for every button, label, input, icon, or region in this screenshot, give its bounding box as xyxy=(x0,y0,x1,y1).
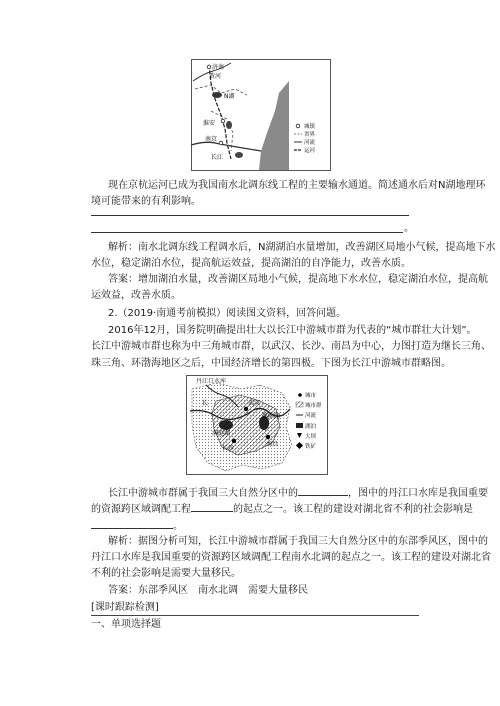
legend-river: 河流 xyxy=(305,413,317,419)
map-jinghang-canal xyxy=(191,59,331,171)
label-huaian: 淮安 xyxy=(203,120,216,127)
n-lake-shape xyxy=(212,92,222,98)
q2-header: 2.（2019·南通考前模拟）阅读图文资料，回答问题。 xyxy=(108,308,347,319)
legend-town: 城镇 xyxy=(304,124,316,130)
wuhan-dot xyxy=(244,407,248,411)
q2b-text-2a: 的资源跨区域调配工程 xyxy=(91,504,191,515)
q2-line1: 2016年12月，国务院明确提出壮大以长江中游城市群为代表的“城市群壮大计划”。 xyxy=(108,325,477,336)
label-n-lake: N湖 xyxy=(224,93,235,100)
city-cluster-icon xyxy=(296,402,303,407)
label-danjiangkou: 丹江口水库 xyxy=(196,378,227,385)
q1-answer-line-1 xyxy=(91,215,409,216)
map-jinghang-svg xyxy=(191,59,331,171)
blank-1[interactable] xyxy=(298,485,348,496)
label-dongting: 洞庭湖 xyxy=(212,430,231,437)
q2b-text-1b: ，图中的丹江口水库是我国重要 xyxy=(348,488,488,499)
section-underline xyxy=(91,615,419,616)
blank-3[interactable] xyxy=(91,518,173,529)
town-icon xyxy=(296,124,300,128)
a1-line1: 解析：南水北调东线工程调水后，N湖湖泊水量增加，改善湖区局地小气候，提高地下水 xyxy=(108,242,496,253)
label-nanjing: 南京 xyxy=(205,136,218,143)
a2-line4: 答案：东部季风区 南水北调 需要大量移民 xyxy=(108,585,308,596)
label-chang: 长 xyxy=(202,400,209,407)
q2b-line2 xyxy=(91,501,473,517)
dongting-lake-shape xyxy=(219,420,233,430)
q2b-line3 xyxy=(91,518,183,534)
q2b-line1 xyxy=(108,485,488,501)
a2-line2: 丹江口水库是我国重要的资源跨区域调配工程南水北调的起点之一。该工程的建设对湖北省 xyxy=(91,552,491,563)
legend-boundary: 省界 xyxy=(304,132,316,138)
city-icon xyxy=(298,393,302,397)
q2-line2: 长江中游城市群也称为中三角城市群，以武汉、长沙、南昌为中心，力图打造为继长三角、 xyxy=(91,341,491,352)
legend-city: 城市 xyxy=(305,393,317,399)
section-title: [课时跟踪检测] xyxy=(91,602,159,613)
label-changjiang: 长江 xyxy=(211,154,224,161)
legend-cluster: 城市群 xyxy=(305,403,322,409)
blank-2[interactable] xyxy=(191,501,233,512)
q1-answer-line-2 xyxy=(91,232,403,233)
q1-prompt-line2: 境可能带来的有利影响。 xyxy=(91,196,201,207)
q1-blank-end: 。 xyxy=(404,223,414,234)
nanchang-dot xyxy=(266,435,270,439)
map-yangtze-svg xyxy=(186,375,328,475)
q2b-text-3: 。 xyxy=(173,521,183,532)
label-changsha: 长沙 xyxy=(222,445,235,452)
label-jinan: 济南 xyxy=(212,64,225,71)
legend-river: 河流 xyxy=(304,140,316,146)
legend-lake: 湖泊 xyxy=(305,424,317,430)
legend-iron: 铁矿 xyxy=(305,444,317,450)
subsection-title: 一、单项选择题 xyxy=(91,619,161,630)
label-nanchang: 南昌 xyxy=(266,441,279,448)
a1-line3: 答案：增加湖泊水量，改善湖区局地小气候，提高地下水水位，稳定湖泊水位，提高航 xyxy=(108,274,488,285)
legend-canal: 运河 xyxy=(304,148,316,154)
a1-line4: 运效益，改善水质。 xyxy=(91,290,181,301)
label-wuhan: 武汉 xyxy=(248,400,261,407)
a2-line1: 解析：据图分析可知，长江中游城市群属于我国三大自然分区中的东部季风区，图中的 xyxy=(108,536,488,547)
changsha-dot xyxy=(232,439,236,443)
label-huanghe: 黄河 xyxy=(209,73,222,80)
q2b-text-1a: 长江中游城市群属于我国三大自然分区中的 xyxy=(108,488,298,499)
map-yangtze-middle-cities xyxy=(186,375,328,475)
legend-dam: 大坝 xyxy=(305,434,317,440)
label-poyang: 鄱阳湖 xyxy=(262,413,281,420)
q2b-text-2b: 的起点之一。该工程的建设对湖北省不利的社会影响是 xyxy=(233,504,473,515)
a1-line2: 水位，稳定湖泊水位，提高航运效益，提高湖泊的自净能力，改善水质。 xyxy=(91,258,411,269)
q1-prompt-line1: 现在京杭运河已成为我国南水北调东线工程的主要输水通道。简述通水后对N湖地理环 xyxy=(108,180,486,191)
lake-icon xyxy=(296,423,303,428)
q2-line3: 珠三角、环渤海地区之后，中国经济增长的第四极。下图为长江中游城市群略图。 xyxy=(91,358,451,369)
a2-line3: 不利的社会影响是需要大量移民。 xyxy=(91,568,241,579)
